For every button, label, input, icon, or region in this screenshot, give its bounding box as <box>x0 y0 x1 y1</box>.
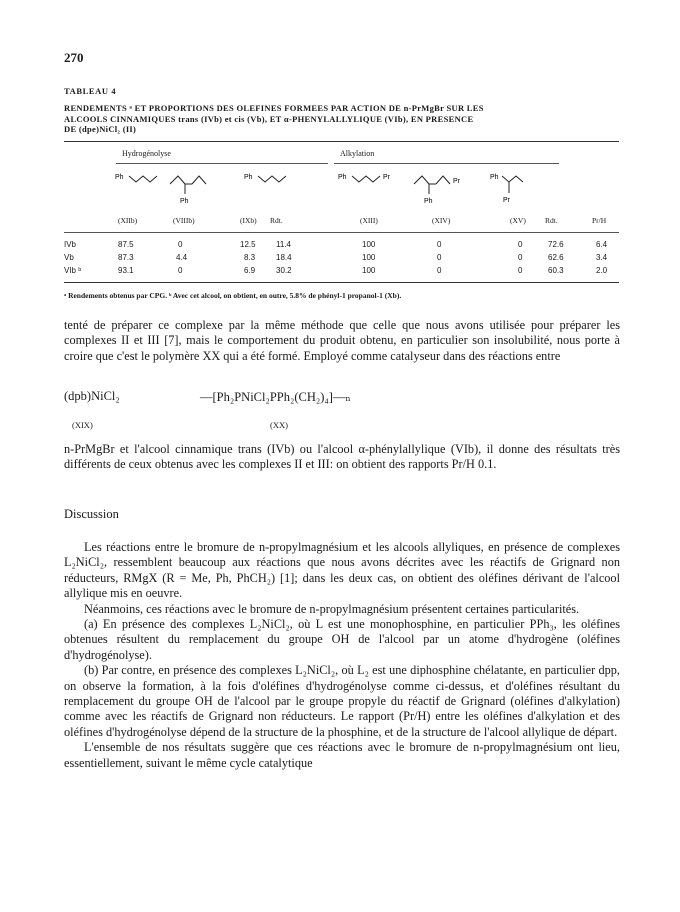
table-cell: 100 <box>362 253 376 262</box>
table-cell: 12.5 <box>240 240 256 249</box>
col-header-pr-h: Pr/H <box>592 216 607 225</box>
table-cell: 0 <box>518 240 523 249</box>
table-cell: 6.9 <box>244 266 256 275</box>
col-header-xiii: (XIII) <box>360 216 378 225</box>
svg-text:Pr: Pr <box>503 197 510 204</box>
col-header-rdt-2: Rdt. <box>545 216 558 225</box>
structure-trans-propenylbenzene <box>115 170 165 194</box>
group-header-hydrogenolysis: Hydrogénolyse <box>122 149 171 158</box>
table-cell: 3.4 <box>596 253 608 262</box>
table-header-rule <box>64 232 619 233</box>
table-cell: 0 <box>437 240 442 249</box>
discussion-paragraph-3: L'ensemble de nos résultats suggère que ces réactions avec le bromure de n-propylmagnésium ont lieu, essentiellement, suivant le même cycle catalytique <box>64 740 620 770</box>
table-title-line-1: RENDEMENTS ᵃ ET PROPORTIONS DES OLEFINES FORMEES PAR ACTION DE n-PrMgBr SUR LES <box>64 103 484 113</box>
table-cell: 0 <box>178 266 183 275</box>
formula-label-xx: (XX) <box>270 420 288 430</box>
svg-text:Ph: Ph <box>180 198 189 205</box>
row-label: Vb <box>64 253 74 262</box>
body-paragraph-2: n-PrMgBr et l'alcool cinnamique trans (IVb) ou l'alcool α-phénylallylique (VIb), il donne des résultats très différents de ceux obtenus avec les complexes II et III: on obtient des rapports Pr/H 0.1. <box>64 442 620 472</box>
table-cell: 30.2 <box>276 266 292 275</box>
table-cell: 87.5 <box>118 240 134 249</box>
group-underline-alkylation <box>334 163 559 164</box>
table-label: TABLEAU 4 <box>64 86 117 96</box>
table-cell: 0 <box>437 253 442 262</box>
structure-alkylation-branched <box>490 170 540 208</box>
table-cell: 8.3 <box>244 253 256 262</box>
formula-xix: (dpb)NiCl₂ <box>64 389 120 403</box>
svg-text:Pr: Pr <box>383 174 390 181</box>
discussion-paragraph-b: (b) Par contre, en présence des complexes L₂NiCl₂, où L₂ est une diphosphine chélatante, en particulier dpp, on observe la formation, à la fois d'oléfines d'hydrogénolyse comme ci-dessus, et d'oléfines résultant du remplacement du groupe OH de l'alcool par le groupe propyle du réactif de Grignard (oléfines d'alkylation) comme avec les réactifs de Grignard non réducteurs. Le rapport (Pr/H) entre les oléfines d'alkylation et des oléfines d'hydrogénolyse dépend de la structure de la phosphine, et de la structure de l'alcool allylique de départ. <box>64 663 620 739</box>
svg-text:Ph: Ph <box>338 174 347 181</box>
table-bottom-rule <box>64 282 619 283</box>
col-header-xv: (XV) <box>510 216 526 225</box>
table-cell: 4.4 <box>176 253 188 262</box>
group-underline-hydrogenolysis <box>116 163 328 164</box>
col-header-rdt-1: Rdt. <box>270 216 283 225</box>
table-cell: 72.6 <box>548 240 564 249</box>
table-cell: 60.3 <box>548 266 564 275</box>
table-footnote: ᵃ Rendements obtenus par CPG. ᵇ Avec cet alcool, on obtient, en outre, 5.8% de phényl-1 propanol-1 (Xb). <box>64 291 402 300</box>
structure-alkylation-linear <box>338 170 406 194</box>
svg-text:Ph: Ph <box>490 174 499 181</box>
svg-text:Ph: Ph <box>244 174 253 181</box>
table-cell: 0 <box>518 266 523 275</box>
table-title-line-3: DE (dpe)NiCl₂ (II) <box>64 124 137 134</box>
body-text-discussion <box>64 540 620 771</box>
structure-allylbenzene <box>244 170 294 194</box>
svg-text:Ph: Ph <box>115 174 124 181</box>
table-top-rule <box>64 141 619 142</box>
page-number: 270 <box>64 50 84 65</box>
table-cell: 0 <box>437 266 442 275</box>
table-cell: 18.4 <box>276 253 292 262</box>
table-cell: 2.0 <box>596 266 608 275</box>
structure-cis-propenylbenzene <box>168 170 208 208</box>
col-header-viiib: (VIIIb) <box>173 216 195 225</box>
section-heading-discussion: Discussion <box>64 507 119 521</box>
table-cell: 62.6 <box>548 253 564 262</box>
table-cell: 87.3 <box>118 253 134 262</box>
table-cell: 100 <box>362 266 376 275</box>
col-header-xiib: (XIIb) <box>118 216 138 225</box>
table-cell: 100 <box>362 240 376 249</box>
col-header-xiv: (XIV) <box>432 216 451 225</box>
table-cell: 11.4 <box>276 240 291 249</box>
table-title-line-2: ALCOOLS CINNAMIQUES trans (IVb) et cis (Vb), ET α-PHENYLALLYLIQUE (VIb), EN PRESENCE <box>64 113 474 124</box>
discussion-paragraph-2: Néanmoins, ces réactions avec le bromure de n-propylmagnésium présentent certaines particularités. <box>84 601 580 616</box>
table-cell: 0 <box>178 240 183 249</box>
table-cell: 0 <box>518 253 523 262</box>
formula-label-xix: (XIX) <box>72 420 93 430</box>
svg-text:Pr: Pr <box>453 178 460 185</box>
col-header-ixb: (IXb) <box>240 216 257 225</box>
table-cell: 93.1 <box>118 266 134 275</box>
formula-xx: —[Ph₂PNiCl₂PPh₂(CH₂)₄]—ₙ <box>200 390 351 404</box>
table-cell: 6.4 <box>596 240 608 249</box>
group-header-alkylation: Alkylation <box>340 149 375 158</box>
discussion-paragraph-1: Les réactions entre le bromure de n-propylmagnésium et les alcools allyliques, en présence de complexes L₂NiCl₂, ressemblent beaucoup aux réactions que nous avons décrites avec les réactifs de Grignard non réducteurs, RMgX (R = Me, Ph, PhCH₂) [1]; dans les deux cas, on obtient des oléfines dérivant de l'alcool allylique mis en oeuvre. <box>64 540 620 601</box>
row-label: VIb ᵇ <box>64 266 82 275</box>
body-paragraph-1: tenté de préparer ce complexe par la même méthode que celle que nous avons utilisée pour préparer les complexes II et III [7], mais le comportement du produit obtenu, en particulier son insolubilité, nous porte à croire que c'est le polymère XX qui a été formé. Employé comme catalyseur dans des réactions entre <box>64 318 620 363</box>
table-title <box>64 103 624 135</box>
structure-alkylation-cis <box>412 170 474 208</box>
row-label: IVb <box>64 240 77 249</box>
svg-text:Ph: Ph <box>424 198 433 205</box>
discussion-paragraph-a: (a) En présence des complexes L₂NiCl₂, où L est une monophosphine, en particulier PPh₃, les oléfines obtenues résultent du remplacement du groupe OH de l'alcool par un atome d'hydrogène (oléfines d'hydrogénolyse). <box>64 617 620 662</box>
